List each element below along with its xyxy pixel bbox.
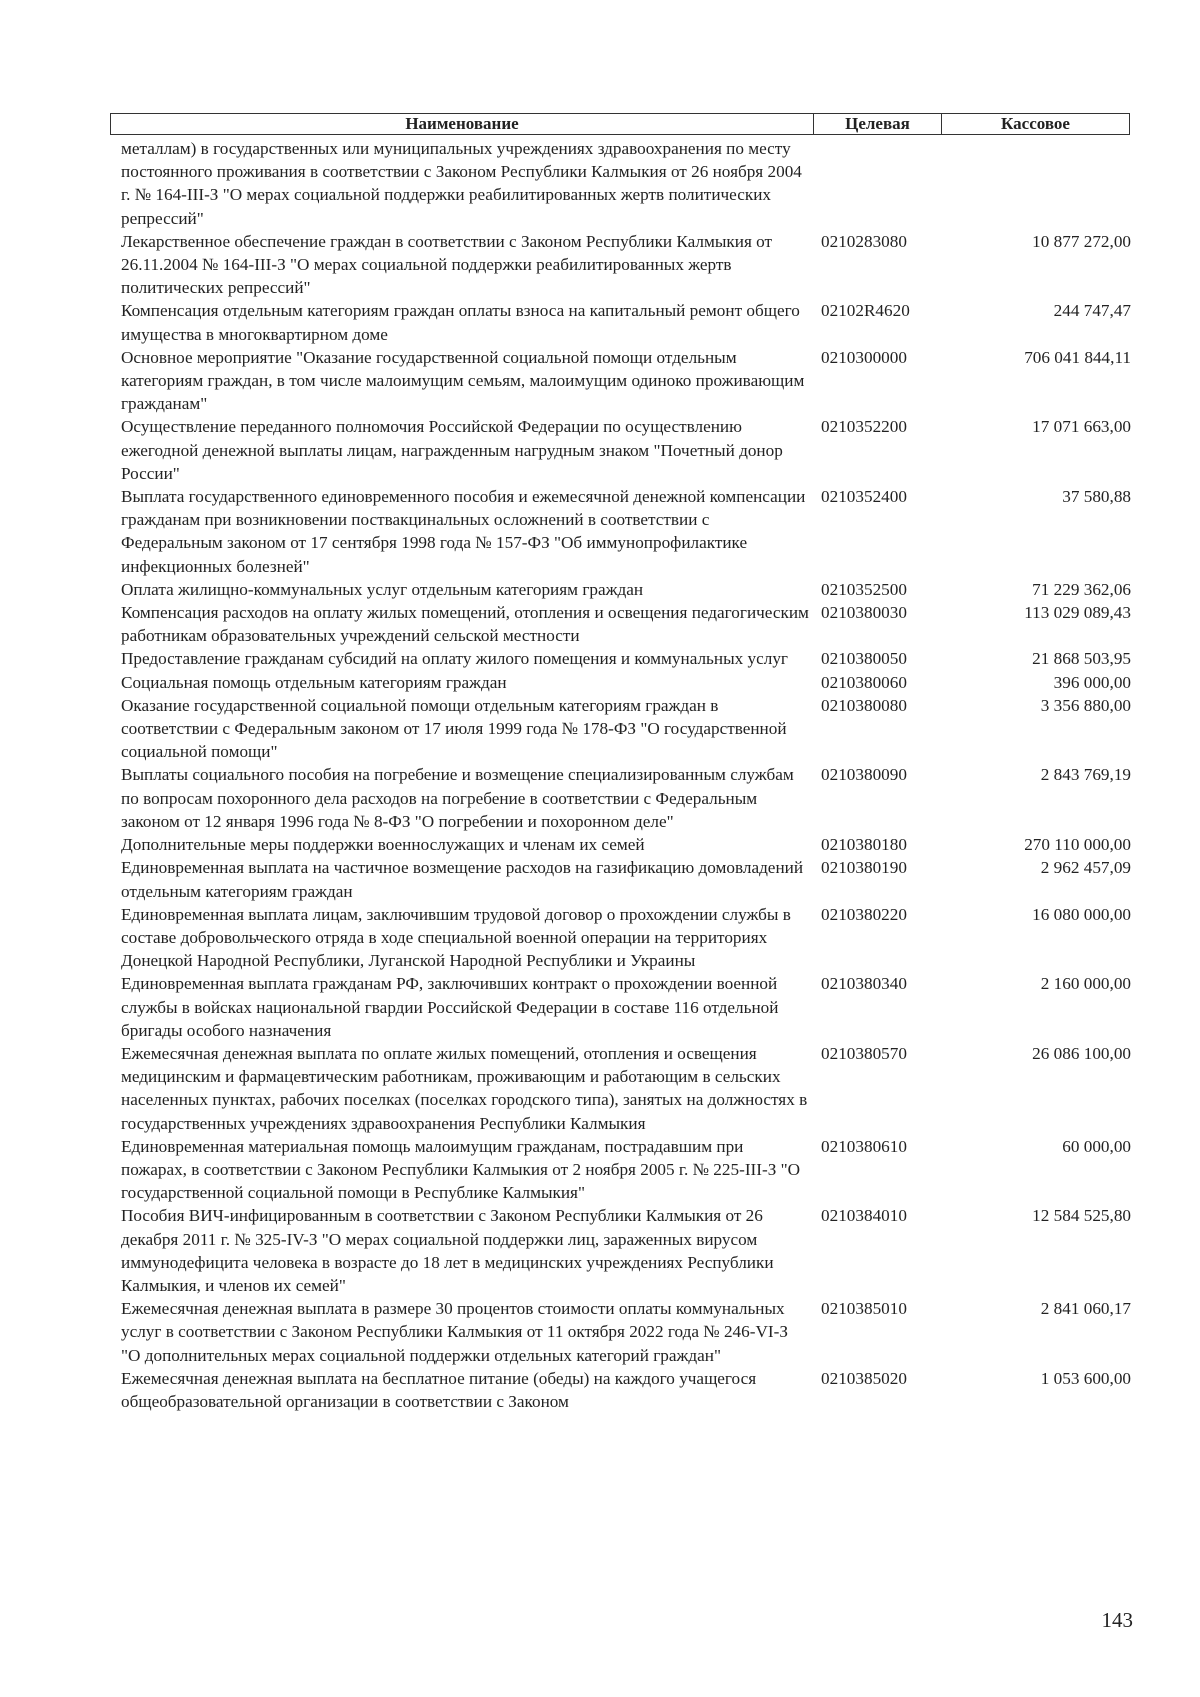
row-amount: 113 029 089,43: [1024, 603, 1131, 623]
row-amount: 1 053 600,00: [1040, 1368, 1131, 1388]
table-row: [121, 601, 1131, 647]
row-amount: 244 747,47: [1053, 301, 1131, 321]
row-code: 0210380180: [821, 835, 907, 855]
table-row: [121, 671, 1131, 694]
row-name: Предоставление гражданам субсидий на оплату жилого помещения и коммунальных услуг: [121, 649, 788, 669]
table-row: [121, 694, 1131, 764]
table-header: [110, 113, 1130, 135]
row-code: 0210380080: [821, 695, 907, 715]
row-name: Выплаты социального пособия на погребение и возмещение специализированным службам по вопросам похоронного дела расходов на погребение в соответствии с Федеральным законом от 12 января 1996 года № 8-ФЗ "О погребении и похоронном деле": [121, 765, 794, 831]
row-amount: 17 071 663,00: [1032, 417, 1131, 437]
row-code: 0210283080: [821, 231, 907, 251]
row-code: 0210380090: [821, 765, 907, 785]
table-row: [121, 346, 1131, 416]
header-amount: Кассовое: [1001, 114, 1070, 133]
row-name: Основное мероприятие "Оказание государственной социальной помощи отдельным категориям граждан, в том числе малоимущим семьям, малоимущим одиноко проживающим гражданам": [121, 347, 805, 414]
table-row: [121, 647, 1131, 670]
row-amount: 2 962 457,09: [1040, 858, 1131, 878]
page-number: 143: [1101, 1608, 1133, 1632]
row-code: 0210380610: [821, 1136, 907, 1156]
row-amount: 3 356 880,00: [1040, 695, 1131, 715]
row-name: Оказание государственной социальной помощи отдельным категориям граждан в соответствии с Федеральным законом от 17 июля 1999 года № 178-ФЗ "О государственной социальной помощи": [121, 695, 787, 762]
row-amount: 706 041 844,11: [1024, 347, 1131, 367]
row-name: Компенсация расходов на оплату жилых помещений, отопления и освещения педагогическим работникам образовательных учреждений сельской местности: [121, 603, 809, 646]
header-name: Наименование: [111, 114, 814, 134]
row-code: 0210384010: [821, 1206, 907, 1226]
table-row: [121, 972, 1131, 1042]
table-row: [121, 1042, 1131, 1135]
row-code: 0210385020: [821, 1368, 907, 1388]
row-amount: 2 843 769,19: [1040, 765, 1131, 785]
table-row: [121, 137, 1131, 230]
table-row: [121, 415, 1131, 485]
row-name: Пособия ВИЧ-инфицированным в соответствии с Законом Республики Калмыкия от 26 декабря 2011 г. № 325-IV-З "О мерах социальной поддержки лиц, зараженных вирусом иммунодефицита человека в возрасте до 18 лет в медицинских учреждениях Республики Калмыкия, и членов их семей": [121, 1206, 774, 1295]
row-name: Ежемесячная денежная выплата в размере 30 процентов стоимости оплаты коммунальных услуг в соответствии с Законом Республики Калмыкия от 11 октября 2022 года № 246-VI-З "О дополнительных мерах социальной поддержки отдельных категорий граждан": [121, 1299, 788, 1365]
row-name: Лекарственное обеспечение граждан в соответствии с Законом Республики Калмыкия от 26.11.2004 № 164-III-З "О мерах социальной поддержки реабилитированных жертв политических репрессий": [121, 231, 773, 298]
table-row: [121, 856, 1131, 902]
row-amount: 26 086 100,00: [1032, 1043, 1131, 1063]
header-code: Целевая: [814, 114, 942, 134]
row-code: 0210380190: [821, 858, 907, 878]
table-row: [121, 763, 1131, 833]
row-amount: 2 160 000,00: [1040, 974, 1131, 994]
row-name: Осуществление переданного полномочия Российской Федерации по осуществлению ежегодной денежной выплаты лицам, награжденным нагрудным знаком "Почетный донор России": [121, 417, 783, 483]
row-name: Ежемесячная денежная выплата на бесплатное питание (обеды) на каждого учащегося общеобразовательной организации в соответствии с Законом: [121, 1368, 757, 1411]
row-amount: 396 000,00: [1053, 672, 1131, 692]
row-code: 0210380060: [821, 672, 907, 692]
row-amount: 16 080 000,00: [1032, 904, 1131, 924]
table-row: [121, 230, 1131, 300]
table-row: [121, 485, 1131, 578]
row-code: 0210380050: [821, 649, 907, 669]
table-row: [121, 1135, 1131, 1205]
row-name: Единовременная выплата гражданам РФ, заключивших контракт о прохождении военной службы в войсках национальной гвардии Российской Федерации в составе 116 отдельной бригады особого назначения: [121, 974, 779, 1040]
row-code: 0210380340: [821, 974, 907, 994]
row-amount: 60 000,00: [1062, 1136, 1131, 1156]
row-amount: 71 229 362,06: [1032, 579, 1131, 599]
table-row: [121, 1204, 1131, 1297]
row-code: 0210352400: [821, 487, 907, 507]
table-row: [121, 833, 1131, 856]
row-amount: [961, 137, 1131, 230]
row-code: 0210380570: [821, 1043, 907, 1063]
row-amount: 21 868 503,95: [1032, 649, 1131, 669]
row-name: Единовременная выплата лицам, заключившим трудовой договор о прохождении службы в составе добровольческого отряда в ходе специальной военной операции на территориях Донецкой Народной Республики, Луганской Народной Республики и Украины: [121, 904, 791, 971]
row-amount: 12 584 525,80: [1032, 1206, 1131, 1226]
row-code: 0210352200: [821, 417, 907, 437]
row-code: 0210300000: [821, 347, 907, 367]
row-name: Единовременная выплата на частичное возмещение расходов на газификацию домовладений отдельным категориям граждан: [121, 858, 804, 901]
row-amount: 2 841 060,17: [1040, 1299, 1131, 1319]
row-code: 0210380030: [821, 603, 907, 623]
row-amount: 270 110 000,00: [1024, 835, 1131, 855]
row-amount: 10 877 272,00: [1032, 231, 1131, 251]
table-row: [121, 578, 1131, 601]
row-name: Компенсация отдельным категориям граждан оплаты взноса на капитальный ремонт общего имущества в многоквартирном доме: [121, 301, 800, 344]
table-row: [121, 299, 1131, 345]
row-name: металлам) в государственных или муниципальных учреждениях здравоохранения по месту постоянного проживания в соответствии с Законом Республики Калмыкия от 26 ноября 2004 г. № 164-III-З "О мерах социальной поддержки реабилитированных жертв политических репрессий": [121, 139, 802, 228]
row-code: 0210380220: [821, 904, 907, 924]
row-amount: 37 580,88: [1062, 487, 1131, 507]
row-code: [811, 137, 961, 230]
row-name: Социальная помощь отдельным категориям граждан: [121, 672, 507, 692]
row-code: 0210385010: [821, 1299, 907, 1319]
row-name: Единовременная материальная помощь малоимущим гражданам, пострадавшим при пожарах, в соответствии с Законом Республики Калмыкия от 2 ноября 2005 г. № 225-III-З "О государственной социальной помощи в Республике Калмыкия": [121, 1136, 801, 1203]
row-code: 02102R4620: [821, 301, 910, 321]
row-name: Оплата жилищно-коммунальных услуг отдельным категориям граждан: [121, 579, 644, 599]
row-name: Дополнительные меры поддержки военнослужащих и членам их семей: [121, 835, 645, 855]
table-row: [121, 1367, 1131, 1413]
table-row: [121, 1297, 1131, 1367]
row-name: Выплата государственного единовременного пособия и ежемесячной денежной компенсации гражданам при возникновении поствакцинальных осложнений в соответствии с Федеральным законом от 17 сентября 1998 года № 157-ФЗ "Об иммунопрофилактике инфекционных болезней": [121, 487, 806, 576]
table-row: [121, 903, 1131, 973]
row-code: 0210352500: [821, 579, 907, 599]
row-name: Ежемесячная денежная выплата по оплате жилых помещений, отопления и освещения медицинским и фармацевтическим работникам, проживающим и работающим в сельских населенных пунктах, рабочих поселках (поселках городского типа), занятых на должностях в государственных учреждениях здравоохранения Республики Калмыкия: [121, 1043, 808, 1133]
table-body: [121, 137, 1131, 1413]
